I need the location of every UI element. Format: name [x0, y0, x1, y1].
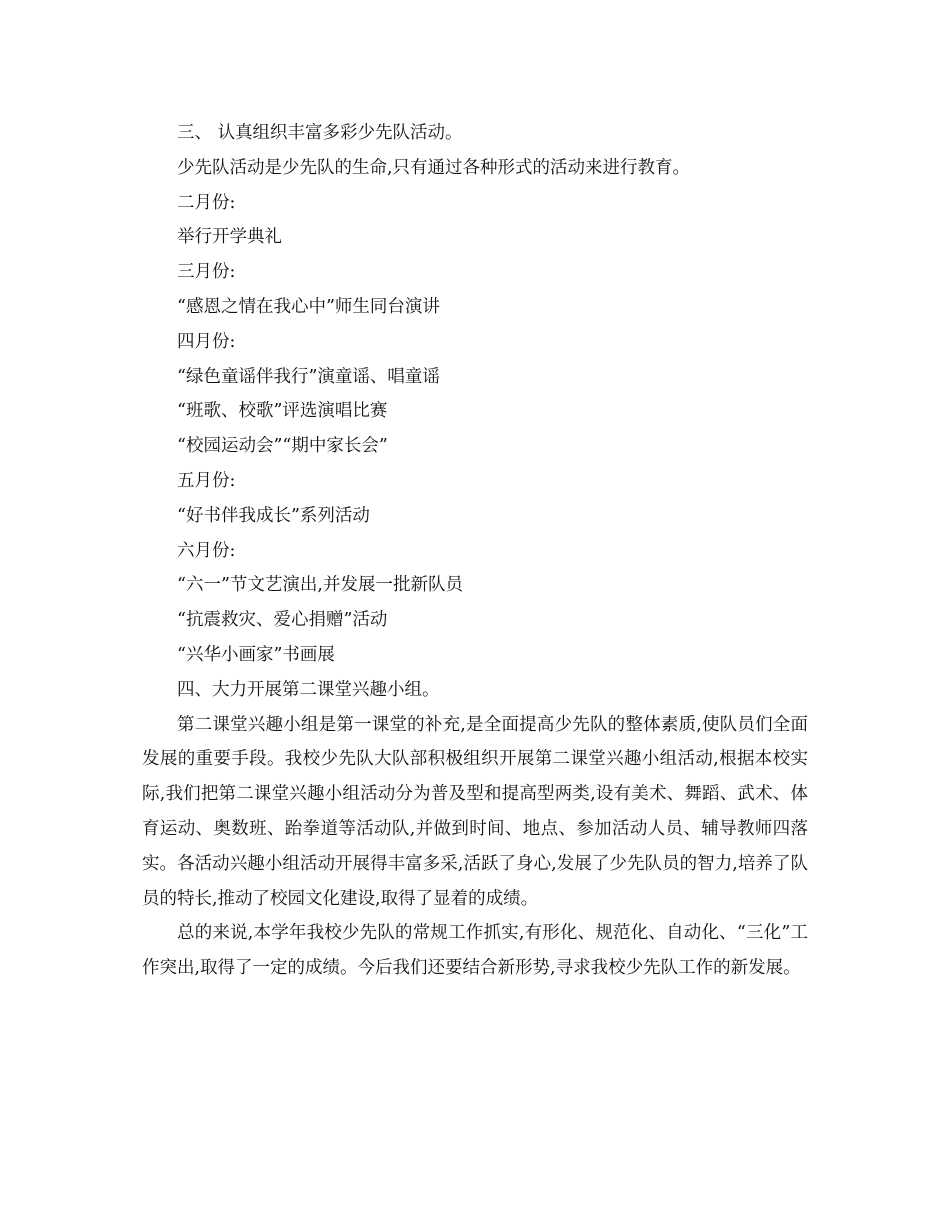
- activity-item: “绿色童谣伴我行”演童谣、唱童谣: [177, 366, 440, 387]
- section-heading-activities: 三、 认真组织丰富多彩少先队活动。: [177, 123, 463, 143]
- month-label-march: 三月份:: [177, 262, 236, 283]
- month-label-april: 四月份:: [177, 331, 236, 352]
- month-label-june: 六月份:: [177, 540, 236, 561]
- document-body: [142, 116, 808, 986]
- activity-item: 举行开学典礼: [177, 227, 282, 248]
- month-label-february: 二月份:: [177, 192, 236, 213]
- activity-item: “好书伴我成长”系列活动: [177, 505, 370, 526]
- month-label-may: 五月份:: [177, 470, 236, 491]
- activity-item: “兴华小画家”书画展: [177, 644, 335, 665]
- activity-item: “抗震救灾、爱心捐赠”活动: [177, 610, 388, 631]
- activity-item: “六一”节文艺演出,并发展一批新队员: [177, 575, 463, 596]
- activities-intro: 少先队活动是少先队的生命,只有通过各种形式的活动来进行教育。: [177, 157, 691, 178]
- activity-item: “班歌、校歌”评选演唱比赛: [177, 401, 388, 422]
- activity-item: “感恩之情在我心中”师生同台演讲: [177, 296, 440, 317]
- paragraph-summary: 总的来说,本学年我校少先队的常规工作抓实,有形化、规范化、自动化、“三化”工作突出,取得了一定的成绩。今后我们还要结合新形势,寻求我校少先队工作的新发展。: [142, 923, 808, 979]
- paragraph-interest-groups: 第二课堂兴趣小组是第一课堂的补充,是全面提高少先队的整体素质,使队员们全面发展的重要手段。我校少先队大队部积极组织开展第二课堂兴趣小组活动,根据本校实际,我们把第二课堂兴趣小组活动分为普及型和提高型两类,设有美术、舞蹈、武术、体育运动、奥数班、跆拳道等活动队,并做到时间、地点、参加活动人员、辅导教师四落实。各活动兴趣小组活动开展得丰富多采,活跃了身心,发展了少先队员的智力,培养了队员的特长,推动了校园文化建设,取得了显着的成绩。: [142, 714, 808, 909]
- section-heading-interest-groups: 四、大力开展第二课堂兴趣小组。: [177, 679, 440, 700]
- activity-item: “校园运动会”“期中家长会”: [177, 436, 388, 457]
